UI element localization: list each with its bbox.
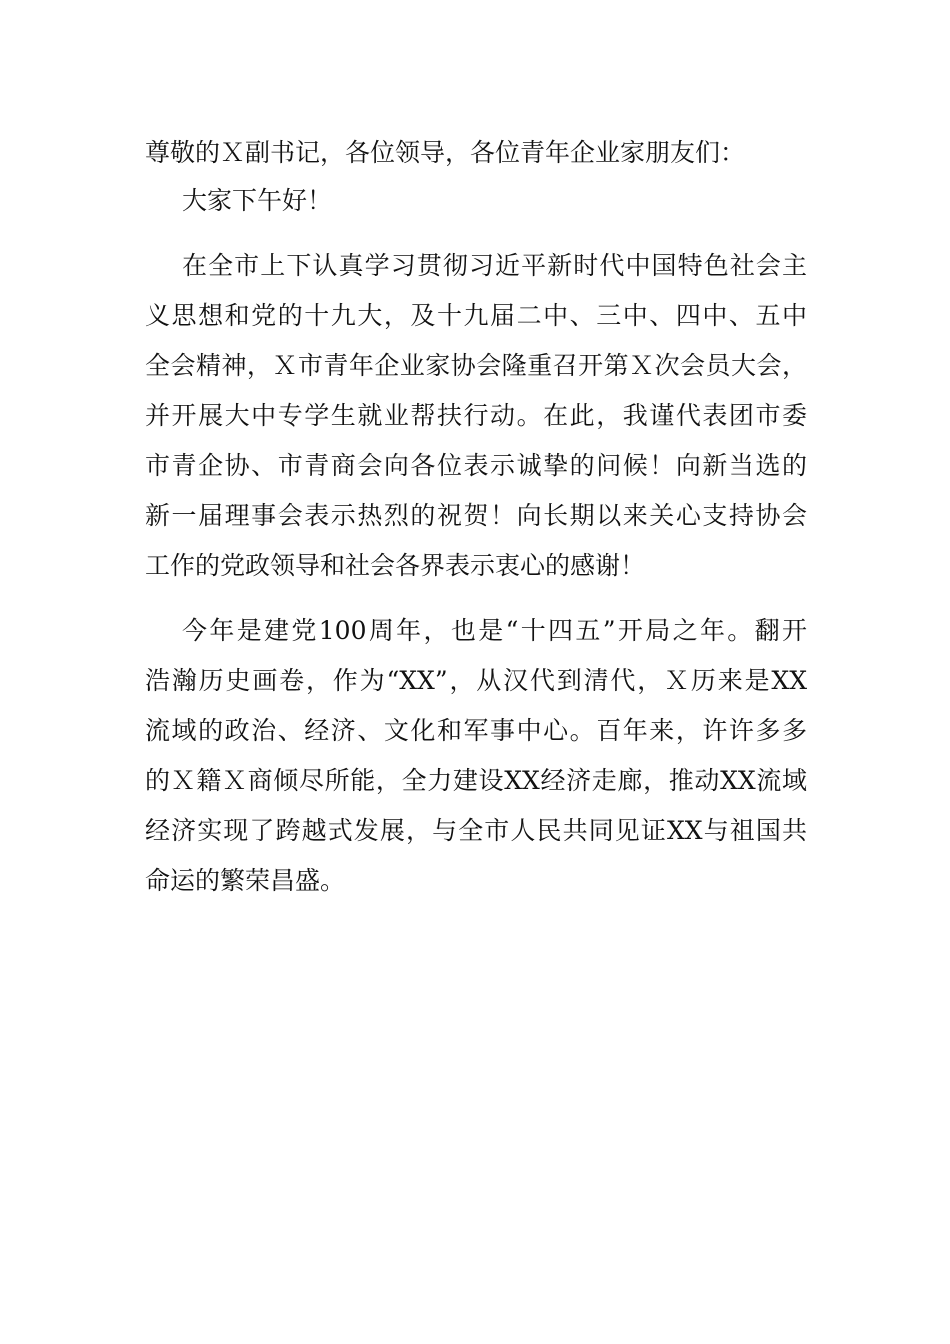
paragraph-1-line-1: 在全市上下认真学习贯彻习近平新时代中国特色社会主 [182, 251, 807, 280]
paragraph-1-line-7: 工作的党政领导和社会各界表示衷心的感谢！ [145, 551, 646, 580]
paragraph-2-line-6: 命运的繁荣昌盛。 [145, 866, 346, 895]
paragraph-1-line-3: 全会精神，Ｘ市青年企业家协会隆重召开第Ｘ次会员大会， [145, 351, 807, 380]
paragraph-2-line-5: 经济实现了跨越式发展，与全市人民共同见证XX与祖国共 [145, 816, 807, 845]
paragraph-1-line-2: 义思想和党的十九大，及十九届二中、三中、四中、五中 [145, 301, 807, 330]
paragraph-2-line-1: 今年是建党100周年，也是“十四五”开局之年。翻开 [182, 616, 807, 645]
salutation: 尊敬的Ｘ副书记，各位领导，各位青年企业家朋友们： [145, 138, 746, 167]
paragraph-1-line-6: 新一届理事会表示热烈的祝贺！向长期以来关心支持协会 [145, 501, 807, 530]
paragraph-2-line-3: 流域的政治、经济、文化和军事中心。百年来，许许多多 [145, 716, 807, 745]
paragraph-1-line-4: 并开展大中专学生就业帮扶行动。在此，我谨代表团市委 [145, 401, 807, 430]
paragraph-1-line-5: 市青企协、市青商会向各位表示诚挚的问候！向新当选的 [145, 451, 807, 480]
greeting: 大家下午好！ [182, 186, 333, 215]
paragraph-2-line-2: 浩瀚历史画卷，作为“XX”，从汉代到清代，Ｘ历来是XX [145, 666, 807, 695]
paragraph-2-line-4: 的Ｘ籍Ｘ商倾尽所能，全力建设XX经济走廊，推动XX流域 [145, 766, 807, 795]
